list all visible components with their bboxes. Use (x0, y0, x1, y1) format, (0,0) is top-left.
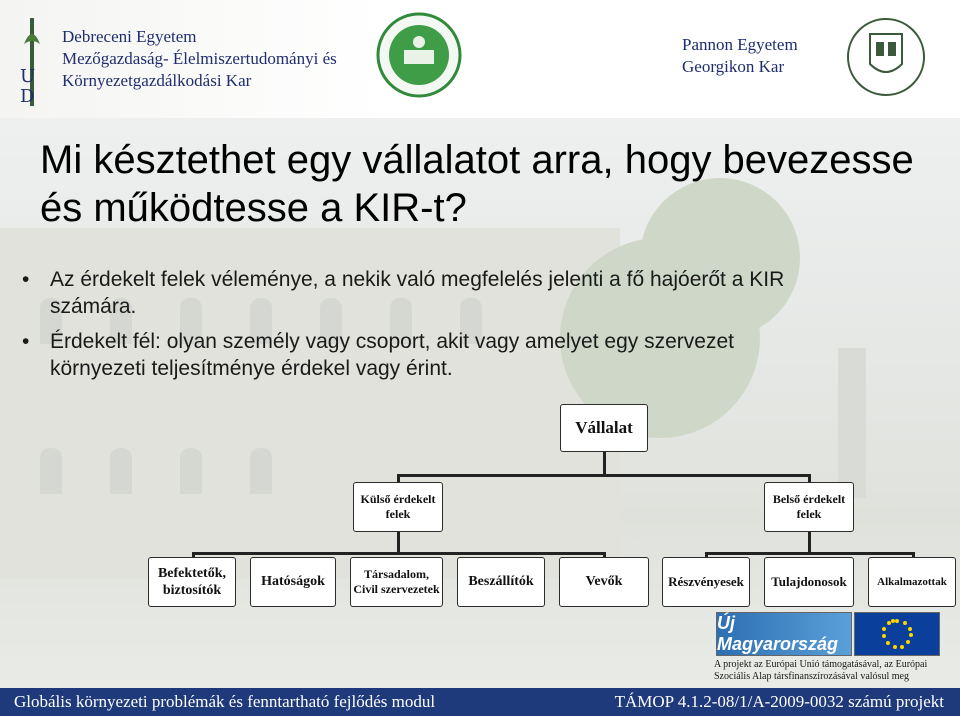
eu-flag-icon (854, 612, 940, 656)
org-node-customers: Vevők (559, 557, 649, 607)
org-node-internal: Belső érdekelt felek (764, 482, 854, 532)
svg-text:D: D (20, 86, 35, 107)
footer-module: Globális környezeti problémák és fenntartható fejlődés modul (14, 692, 436, 711)
funding-note: A projekt az Európai Unió támogatásával, az Európai Szociális Alap társfinanszírozásával valósul meg (714, 659, 928, 682)
faculty-name-left (62, 26, 337, 92)
bullet-list (22, 266, 822, 390)
new-hungary-logo: Új Magyarország (716, 612, 852, 656)
faculty-line-1: Debreceni Egyetem (62, 27, 197, 46)
faculty-seal-icon (376, 12, 462, 98)
connector-line (808, 474, 811, 482)
slide-title: Mi késztethet egy vállalatot arra, hogy bevezesse és működtesse a KIR-t? (40, 138, 914, 230)
connector-line (192, 552, 606, 555)
bullet-text: Érdekelt fél: olyan személy vagy csoport, akit vagy amelyet egy szervezet környezeti teljesítménye érdekel vagy érint. (50, 330, 734, 380)
svg-text:U: U (20, 66, 36, 87)
org-node-owners: Tulajdonosok (764, 557, 854, 607)
org-node-employees: Alkalmazottak (868, 557, 956, 607)
connector-line (397, 474, 811, 477)
org-node-root: Vállalat (560, 404, 648, 452)
bullet-item (22, 328, 822, 382)
bullet-icon: • (22, 330, 30, 353)
org-node-suppliers: Beszállítók (457, 557, 545, 607)
connector-line (603, 452, 606, 476)
org-node-society: Társadalom, Civil szervezetek (350, 557, 443, 607)
university-line-2: Georgikon Kar (682, 57, 785, 76)
university-logo-icon (14, 14, 50, 110)
org-node-external: Külső érdekelt felek (353, 482, 443, 532)
connector-line (705, 552, 915, 555)
faculty-line-2: Mezőgazdaság- Élelmiszertudományi és (62, 49, 337, 68)
connector-line (808, 532, 811, 554)
connector-line (397, 474, 400, 482)
faculty-line-3: Környezetgazdálkodási Kar (62, 71, 252, 90)
faculty-name-right (682, 34, 798, 78)
org-node-authorities: Hatóságok (250, 557, 336, 607)
university-line-1: Pannon Egyetem (682, 35, 798, 54)
bullet-text: Az érdekelt felek véleménye, a nekik való megfelelés jelenti a fő hajóerőt a KIR számára. (50, 268, 785, 318)
header-banner (0, 0, 960, 118)
bullet-item (22, 266, 822, 320)
connector-line (397, 532, 400, 554)
org-node-investors: Befektetők, biztosítók (148, 557, 236, 607)
org-node-shareholders: Részvényesek (662, 557, 750, 607)
university-crest-icon (846, 14, 926, 100)
footer-bar (0, 688, 960, 716)
footer-project: TÁMOP 4.1.2-08/1/A-2009-0032 számú projekt (614, 692, 944, 711)
bullet-icon: • (22, 268, 30, 291)
